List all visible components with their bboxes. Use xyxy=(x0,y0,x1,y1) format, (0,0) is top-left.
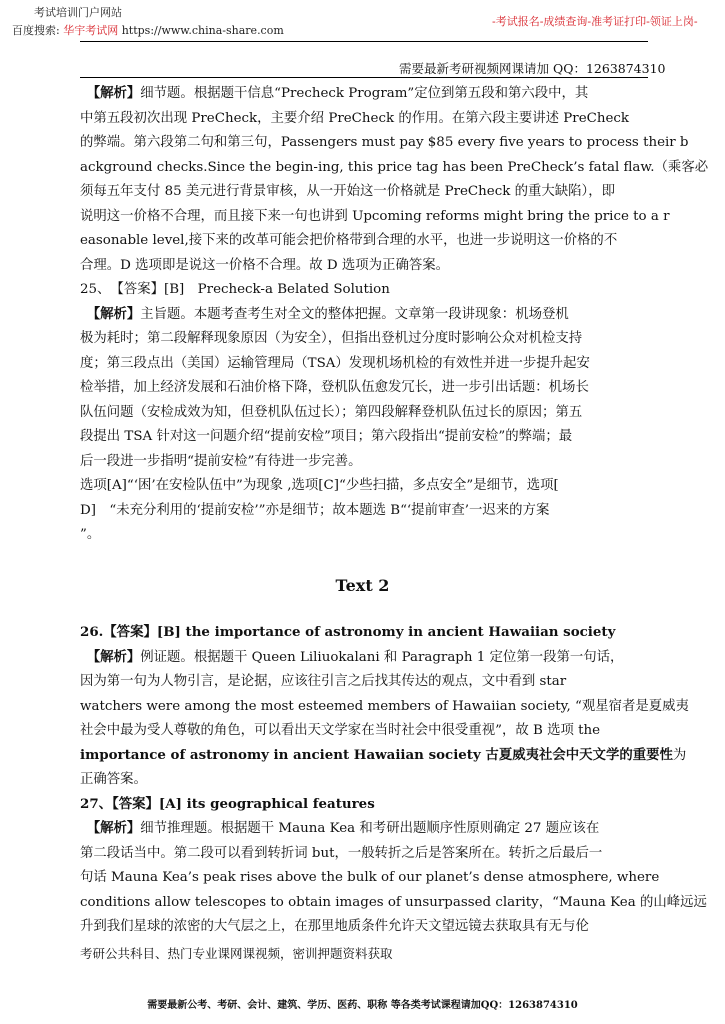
header-rule-2 xyxy=(80,77,648,78)
text-line xyxy=(80,796,375,813)
text-line xyxy=(80,183,615,200)
search-hint xyxy=(12,22,284,38)
text-line xyxy=(80,502,549,519)
line-text: D] “未充分利用的‘提前安检’”亦是细节；故本题选 B“‘提前审查’一迟来的方案 xyxy=(80,502,550,518)
text-line xyxy=(80,673,566,690)
text-line xyxy=(80,232,617,249)
line-text: 细节推理题。根据题干 Mauna Kea 和考研出题顺序性原则确定 27 题应该在 xyxy=(140,821,600,836)
text-line xyxy=(80,453,362,470)
line-text: 第二段话当中。第二段可以看到转折词 but，一般转折之后是答案所在。转折之后最后一 xyxy=(80,845,603,861)
line-text: 合理。D 选项即是说这一价格不合理。故 D 选项为正确答案。 xyxy=(80,257,450,273)
line-text: 升到我们星球的浓密的大气层之上，在那里地质条件允许天文望远镜去获取具有无与伦 xyxy=(80,919,589,934)
label-analysis: 【解析】 xyxy=(80,305,141,322)
label-analysis: 【解析】 xyxy=(80,85,141,101)
line-text: 句话 Mauna Kea’s peak rises above the bulk of our planet’s dense atmosphere, where xyxy=(80,870,660,885)
text-line xyxy=(80,698,689,715)
line-text: 25、 【答案】[B] Precheck-a Belated Solution xyxy=(80,282,390,297)
text-line xyxy=(80,330,582,347)
text-line xyxy=(80,257,449,274)
search-term-link[interactable]: 华宇考试网 xyxy=(63,24,119,37)
text-line xyxy=(80,918,589,935)
text-line xyxy=(80,85,588,102)
line-text: 正确答案。 xyxy=(80,772,147,787)
line-text: 须每五年支付 85 美元进行背景审核，从一开始这一价格就是 PreCheck 的重大缺陷），即 xyxy=(80,184,615,199)
text-line xyxy=(80,404,582,421)
line-text: 细节题。根据题干信息“Precheck Program”定位到第五段和第六段中，其 xyxy=(140,86,589,101)
line-text: 例证题。根据题干 Queen Liliuokalani 和 Paragraph 1 定位第一段第一句话， xyxy=(140,649,624,665)
text-line xyxy=(80,477,559,494)
line-text: conditions allow telescopes to obtain images of unsurpassed clarity，“Mauna Kea 的山峰远远 xyxy=(80,894,707,910)
site-url-link[interactable]: https://www.china-share.com xyxy=(121,24,284,37)
text-line xyxy=(80,820,599,837)
label-analysis: 【解析】 xyxy=(80,648,141,665)
line-text: 的弊端。第六段第二句和第三句，Passengers must pay $85 every five years to process their b xyxy=(80,135,689,150)
section-title: Text 2 xyxy=(335,576,390,595)
line-text: 为 xyxy=(672,747,687,763)
line-text: 社会中最为受人尊敬的角色，可以看出天文学家在当时社会中很受重视”，故 B 选项 the xyxy=(80,723,601,738)
bold-text: importance of astronomy in ancient Hawaiian society 古夏威夷社会中天文学的重要性 xyxy=(80,746,673,763)
line-text: 中第五段初次出现 PreCheck，主要介绍 PreCheck 的作用。在第六段主要讲述 PreCheck xyxy=(80,110,630,126)
qq-notice: 需要最新考研视频网课请加 QQ：1263874310 xyxy=(399,61,666,76)
line-text: 段提出 TSA 针对这一问题介绍“提前安检”项目；第六段指出“提前安检”的弊端；最 xyxy=(80,429,573,444)
text-line xyxy=(80,869,659,886)
line-text: ackground checks.Since the begin-ing, this price tag has been PreCheck’s fatal flaw.（乘客必 xyxy=(80,159,709,175)
line-text: 选项[A]“‘困’在安检队伍中”为现象 ,选项[C]“少些扫描，多点安全”是细节，选项[ xyxy=(80,478,559,493)
text-line xyxy=(80,355,590,372)
line-text: ”。 xyxy=(80,527,101,542)
line-text: 主旨题。本题考查考生对全文的整体把握。文章第一段讲现象：机场登机 xyxy=(140,306,569,322)
label-analysis: 【解析】 xyxy=(80,820,141,836)
text-line xyxy=(80,134,689,151)
text-line xyxy=(80,110,629,127)
line-text: 说明这一价格不合理，而且接下来一句也讲到 Upcoming reforms might bring the price to a r xyxy=(80,208,670,224)
text-line xyxy=(80,747,686,764)
text-line xyxy=(80,722,600,739)
header-nav-links[interactable]: -考试报名-成绩查询-准考证打印-领证上岗- xyxy=(492,15,698,28)
bold-text: 27、【答案】[A] its geographical features xyxy=(80,795,375,812)
text-line xyxy=(80,281,390,298)
text-line xyxy=(80,649,623,666)
text-line xyxy=(80,306,569,323)
line-text: easonable level,接下来的改革可能会把价格带到合理的水平，也进一步说明这一价格的不 xyxy=(80,233,618,248)
line-text: 后一段进一步指明“提前安检”有待进一步完善。 xyxy=(80,453,362,469)
line-text: 度；第三段点出（美国）运输管理局（TSA）发现机场机检的有效性并进一步提升起安 xyxy=(80,355,590,371)
line-text: 队伍问题（安检成效为知，但登机队伍过长）；第四段解释登机队伍过长的原因；第五 xyxy=(80,404,583,420)
text-line xyxy=(80,845,602,862)
line-text: watchers were among the most esteemed members of Hawaiian society, “观星宿者是夏威夷 xyxy=(80,698,689,714)
text-line xyxy=(80,159,708,176)
text-line xyxy=(80,208,669,225)
footer-contact: 需要最新公考、考研、会计、建筑、学历、医药、职称 等各类考试课程请加QQ：1263874310 xyxy=(147,1000,578,1011)
line-text: 极为耗时；第二段解释现象原因（为安全），但指出登机过分度时影响公众对机检支持 xyxy=(80,331,583,346)
text-line xyxy=(80,771,147,788)
text-line xyxy=(80,624,615,641)
text-line xyxy=(80,526,100,543)
text-line xyxy=(80,428,572,445)
line-text: 检举措，加上经济发展和石油价格下降，登机队伍愈发冗长，进一步引出话题：机场长 xyxy=(80,380,589,395)
footer-note: 考研公共科目、热门专业课网课视频，密训押题资料获取 xyxy=(80,946,393,961)
text-line xyxy=(80,379,589,396)
search-label: 百度搜索: xyxy=(12,24,60,37)
bold-text: 26.【答案】[B] the importance of astronomy in ancient Hawaiian society xyxy=(80,624,616,640)
text-line xyxy=(80,894,707,911)
header-rule xyxy=(80,41,648,42)
line-text: 因为第一句为人物引言，是论据，应该往引言之后找其传达的观点，文中看到 star xyxy=(80,674,567,689)
site-title: 考试培训门户网站 xyxy=(34,6,122,19)
